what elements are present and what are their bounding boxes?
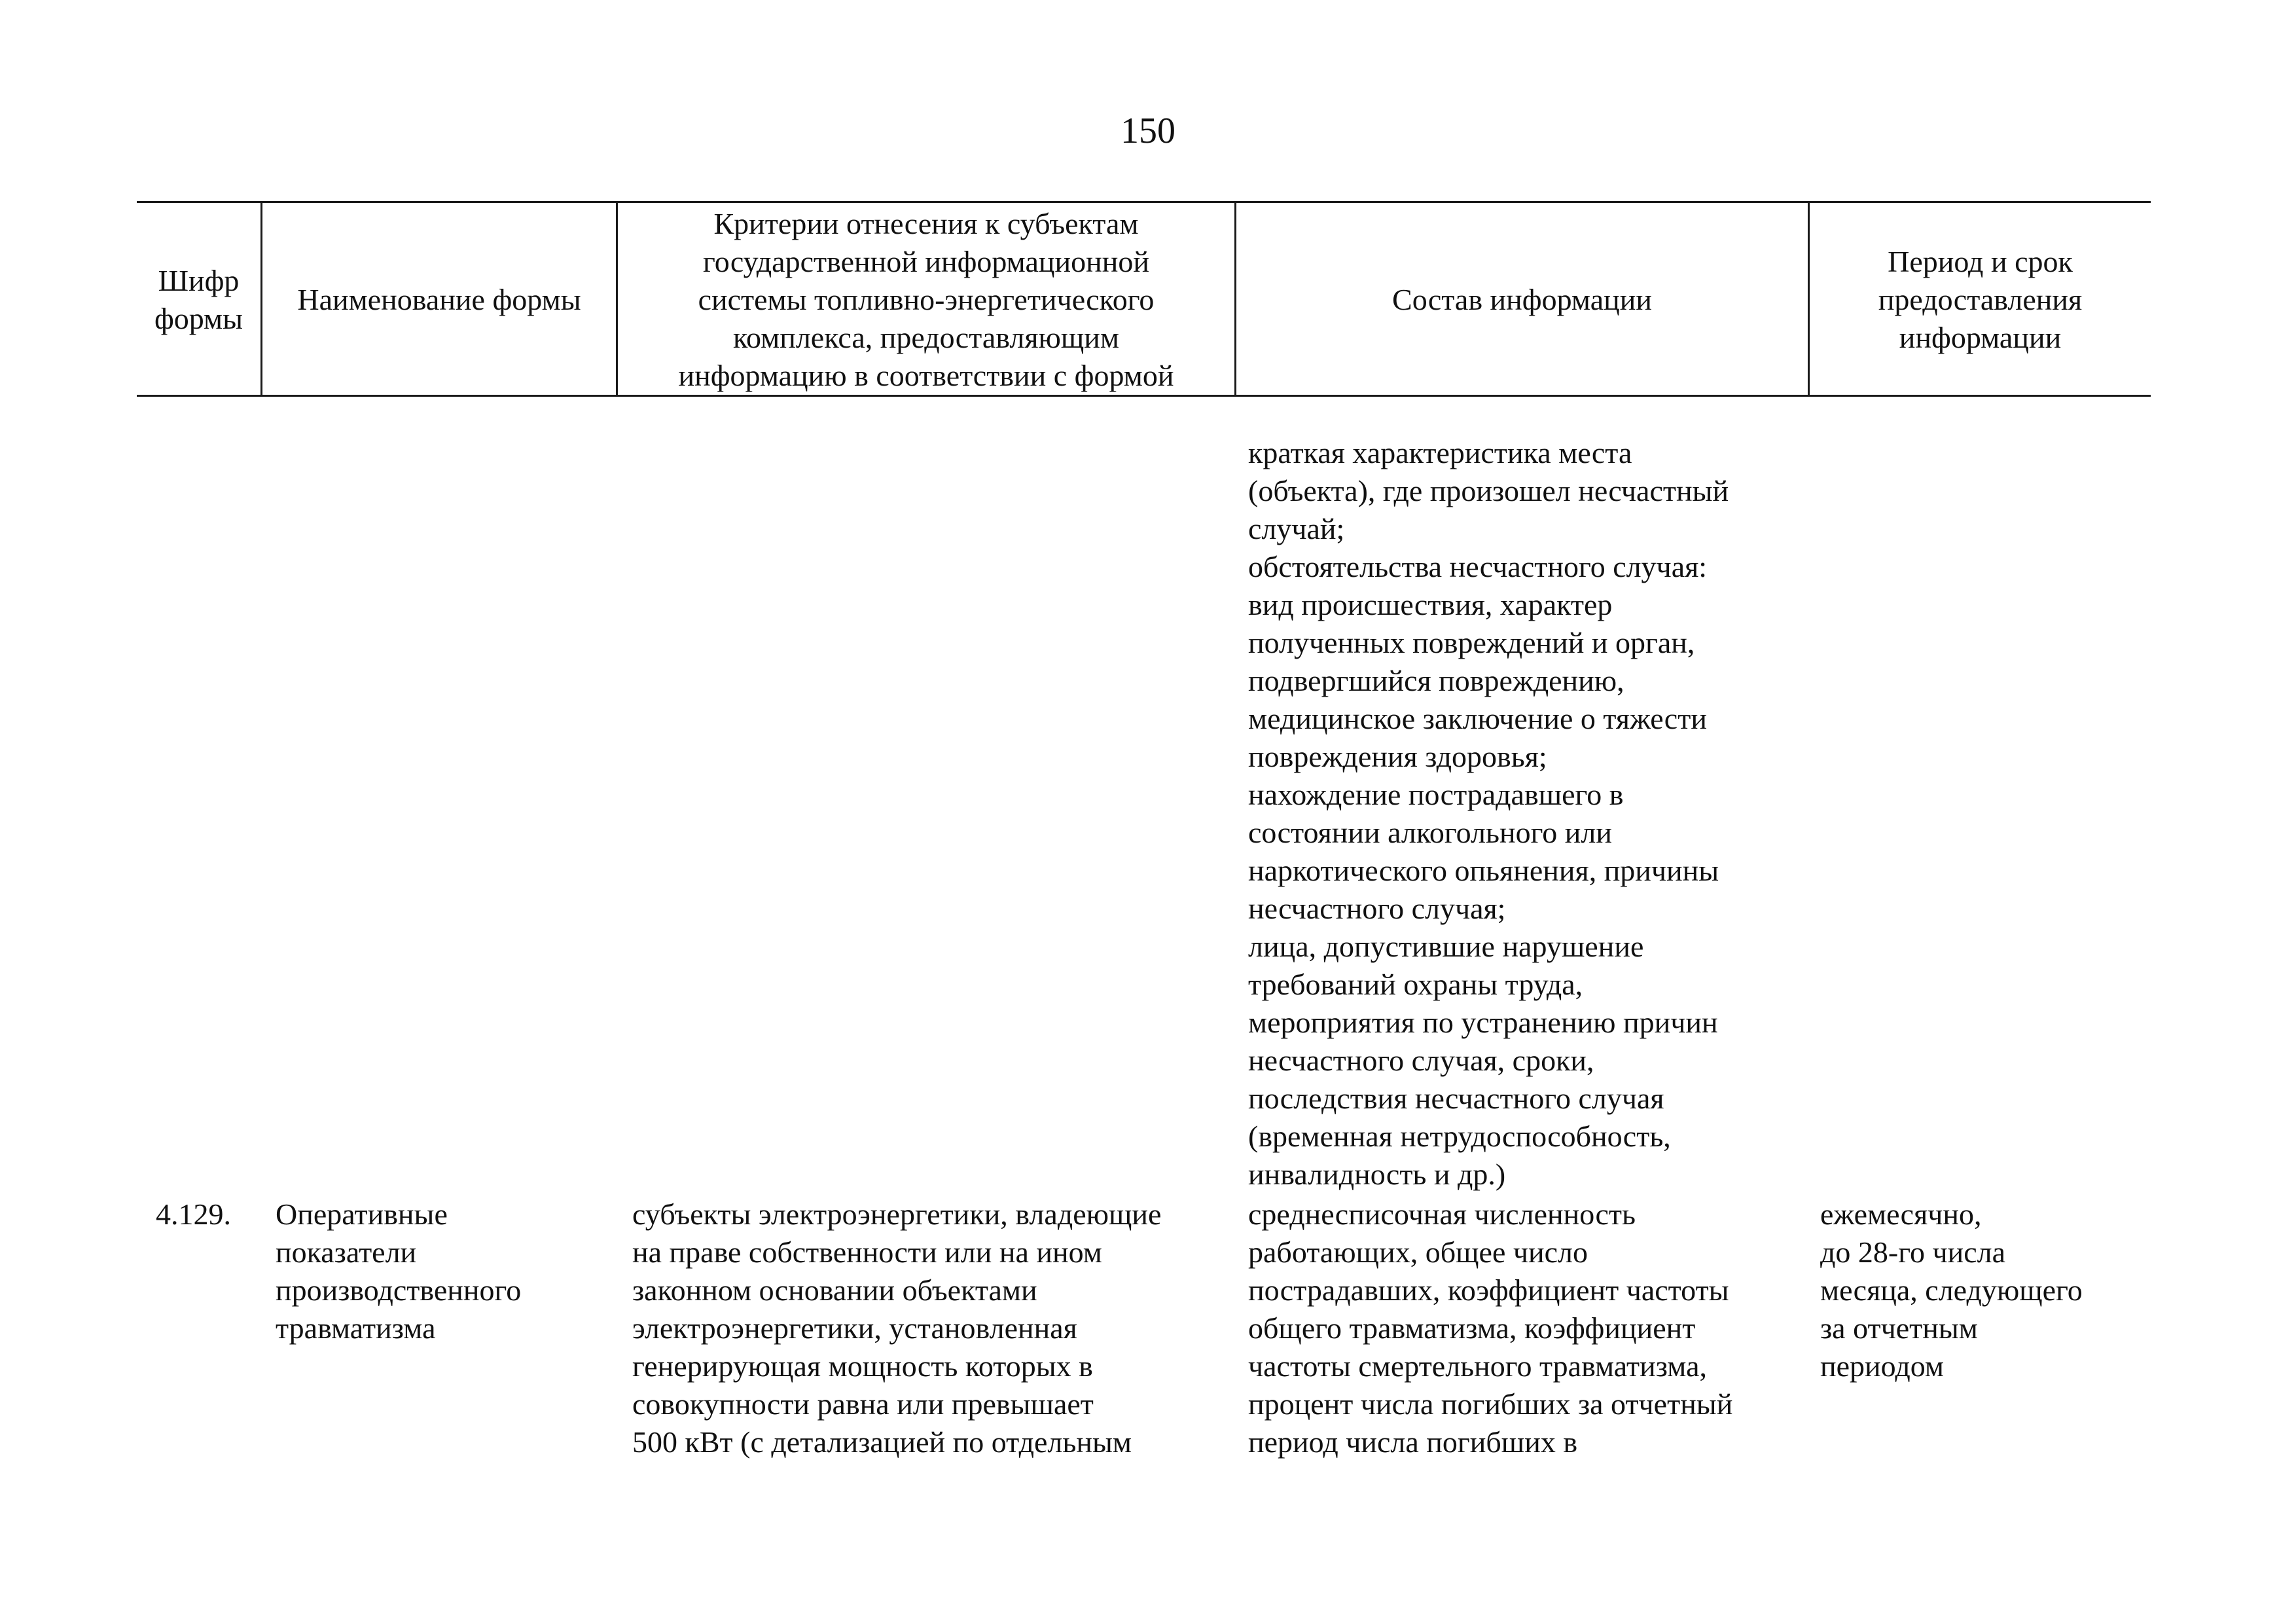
header-content (1236, 204, 1808, 395)
header-criteria (618, 204, 1234, 395)
header-period-label: Период и срок предоставления информации (1878, 244, 2083, 354)
header-content-label: Состав информации (1392, 282, 1652, 316)
header-code-label: Шифр формы (154, 263, 243, 335)
header-name-label: Наименование формы (297, 282, 581, 316)
continuation-content: краткая характеристика места (объекта), где произошел несчастный случай; обстоятельства несчастного случая: вид происшествия, характер полученных повреждений и орган, подвергшийся повреждению, медицинское заключение о тяжести повреждения здоровья; нахождение пострадавшего в состоянии алкогольного или наркотического опьянения, причины несчастного случая; лица, допустившие нарушение требований охраны труда, мероприятия по устранению причин несчастного случая, сроки, последствия несчастного случая (временная нетрудоспособность, инвалидность и др.) (1248, 436, 1729, 1191)
row-period: ежемесячно, до 28-го числа месяца, следующего за отчетным периодом (1820, 1197, 2083, 1383)
page-number: 150 (1121, 111, 1175, 151)
table-header-bottom-rule (137, 395, 2151, 397)
header-code (137, 204, 260, 395)
row-code: 4.129. (156, 1197, 231, 1231)
header-criteria-label: Критерии отнесения к субъектам государственной информационной системы топливно-энергетического комплекса, предоставляющим информацию в соответствии с формой (678, 206, 1174, 392)
table-top-rule (137, 201, 2151, 203)
row-content: среднесписочная численность работающих, общее число пострадавших, коэффициент частоты общего травматизма, коэффициент частоты смертельного травматизма, процент числа погибших за отчетный период числа погибших в (1248, 1197, 1733, 1459)
row-name: Оперативные показатели производственного травматизма (276, 1197, 522, 1345)
header-name (262, 204, 616, 395)
row-criteria: субъекты электроэнергетики, владеющие на праве собственности или на ином законном основании объектами электроэнергетики, установленная генерирующая мощность которых в совокупности равна или превышает 500 кВт (с детализацией по отдельным (632, 1197, 1162, 1459)
header-period (1810, 204, 2151, 395)
